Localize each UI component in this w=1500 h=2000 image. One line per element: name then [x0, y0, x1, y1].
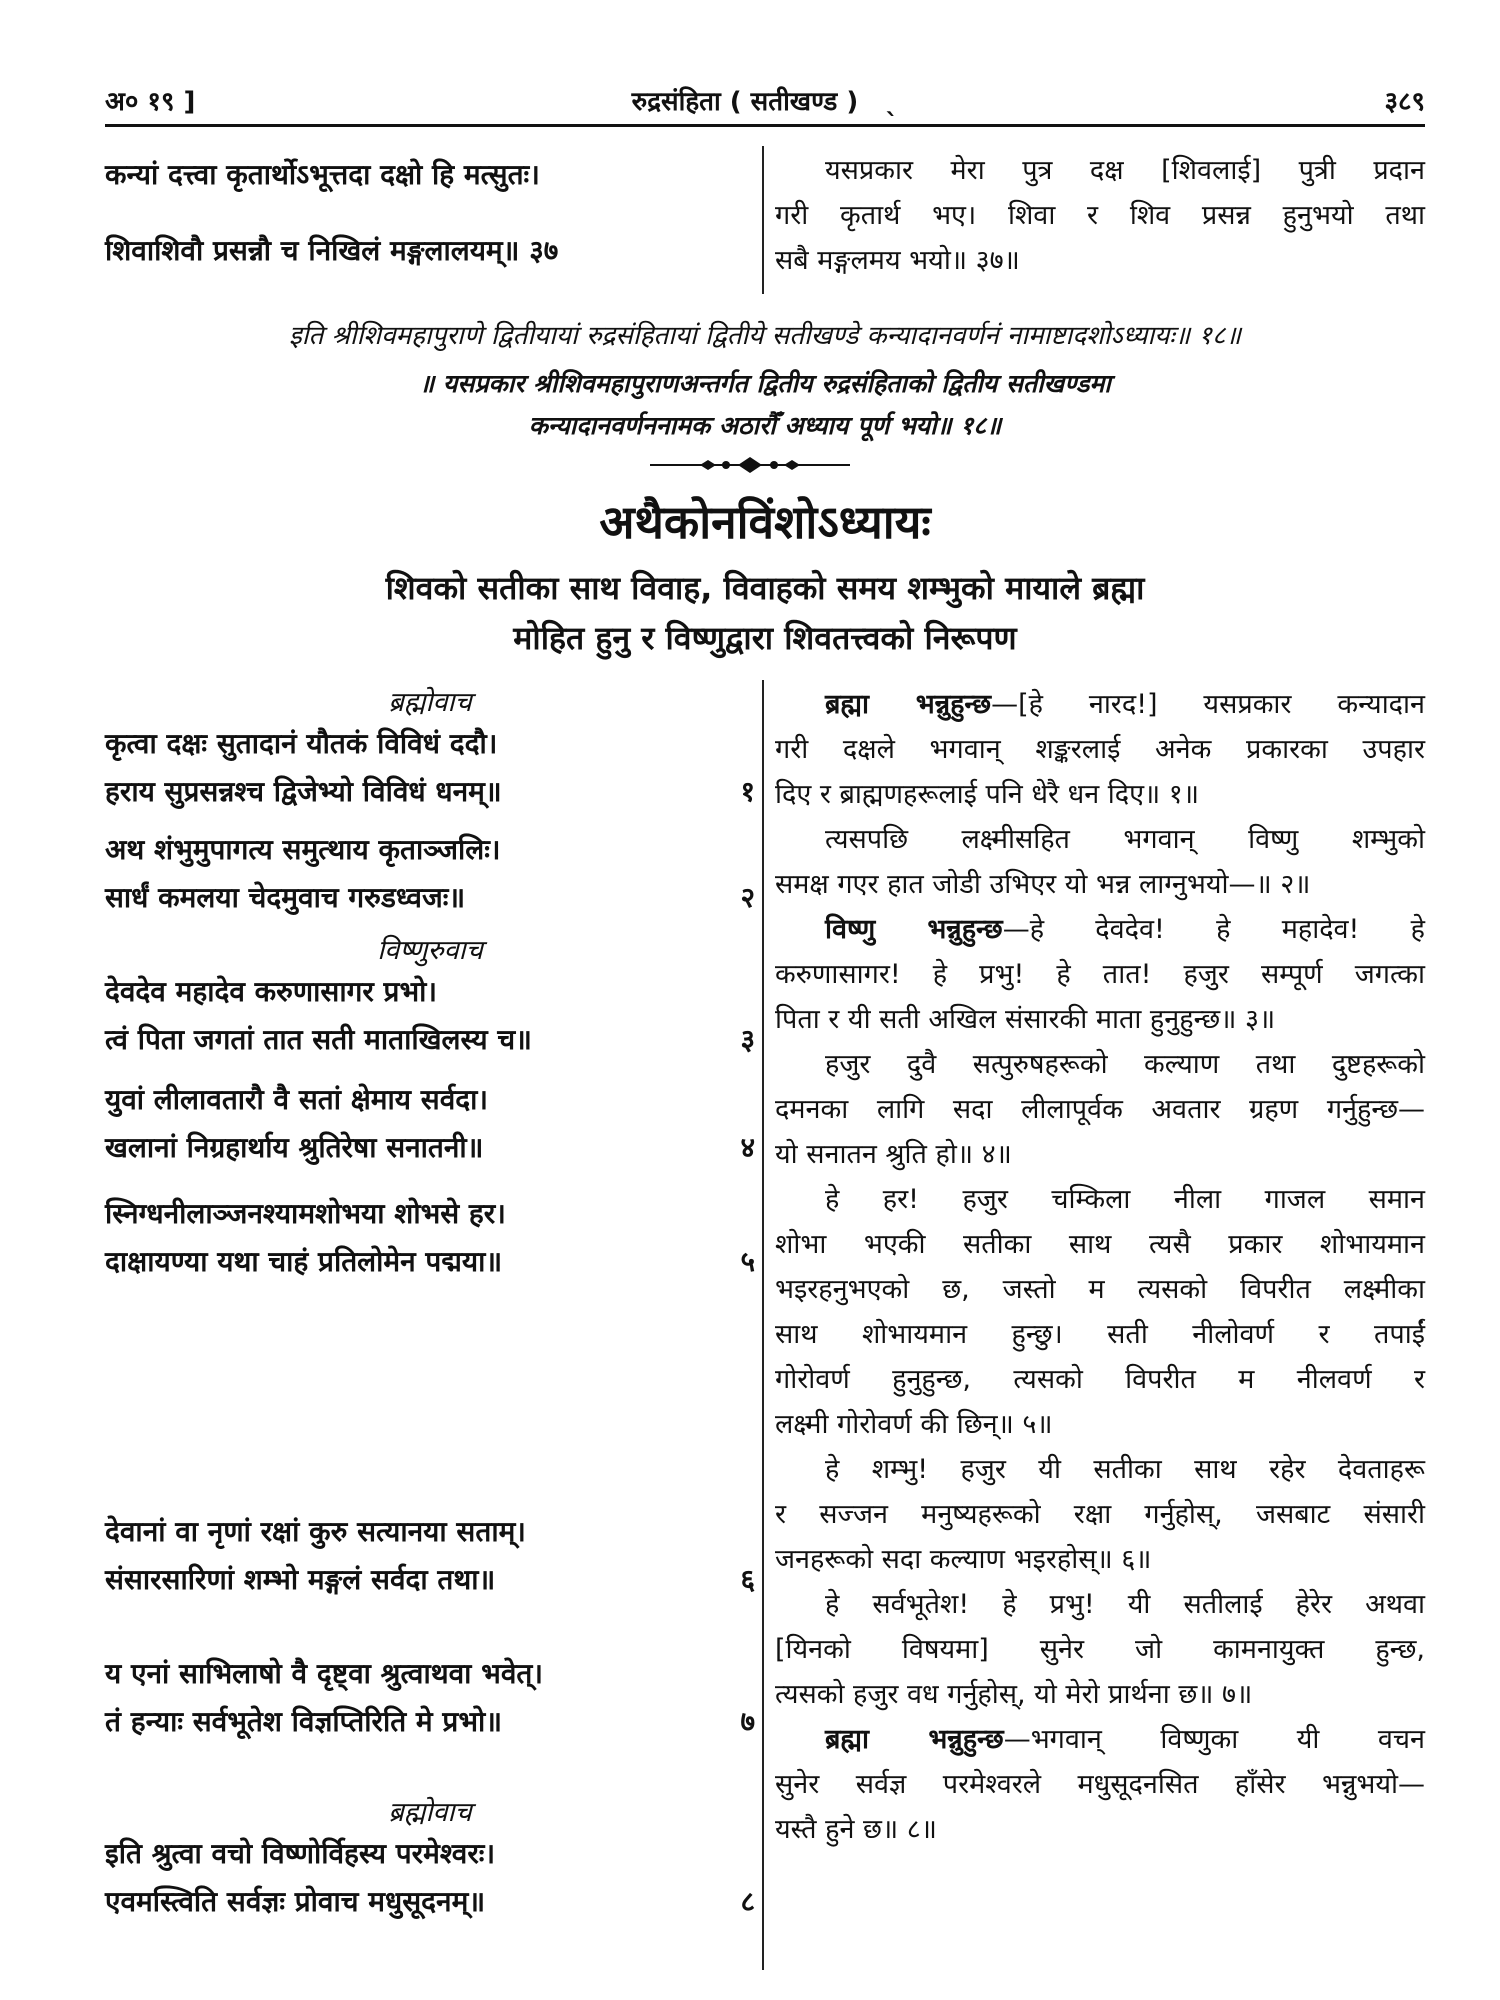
verse-line: देवानां वा नृणां रक्षां कुरु सत्यानया सताम्।	[105, 1515, 526, 1548]
header-mark: ˎ	[885, 87, 899, 117]
verse-number: ७	[740, 1705, 755, 1738]
verse-line: त्वं पिता जगतां तात सती माताखिलस्य च॥	[105, 1023, 532, 1056]
translation-line: दिए र ब्राह्मणहरूलाई पनि धेरै धन दिए॥ १॥	[775, 779, 1200, 810]
translation-para-5	[775, 1177, 1425, 1447]
verse-line: संसारसारिणां शम्भो मङ्गलं सर्वदा तथा॥	[105, 1563, 496, 1596]
translation-line: समक्ष गएर हात जोडी उभिएर यो भन्न लाग्नुभयो—॥ २॥	[775, 869, 1311, 900]
translation-line: साथ शोभायमान हुन्छु। सती नीलोवर्ण र तपाईं	[775, 1319, 1425, 1350]
translation-line: शोभा भएकी सतीका साथ त्यसै प्रकार शोभायमान	[775, 1229, 1425, 1260]
translation-para-7	[775, 1582, 1425, 1717]
speaker-label-brahma: ब्रह्मोवाच	[388, 687, 472, 718]
translation-line: गोरोवर्ण हुनुहुन्छ, त्यसको विपरीत म नीलवर्ण र	[775, 1364, 1425, 1395]
verse-line: देवदेव महादेव करुणासागर प्रभो।	[105, 975, 438, 1008]
chapter-subtitle-2: मोहित हुनु र विष्णुद्वारा शिवतत्त्वको निरूपण	[513, 619, 1017, 657]
column-divider-top	[762, 146, 764, 294]
column-divider-main	[762, 680, 764, 1970]
verse-1	[105, 720, 755, 816]
verse-line: खलानां निग्रहार्थाय श्रुतिरेषा सनातनी॥	[105, 1131, 484, 1164]
translation-line: लक्ष्मी गोरोवर्ण की छिन्॥ ५॥	[775, 1409, 1053, 1440]
translation-line: त्यसपछि लक्ष्मीसहित भगवान् विष्णु शम्भुको	[825, 824, 1425, 855]
speaker-vishnu: विष्णु भन्नुहुन्छ	[825, 914, 1003, 945]
verse-2	[105, 826, 755, 922]
verse-line: एवमस्त्विति सर्वज्ञः प्रोवाच मधुसूदनम्॥	[105, 1885, 486, 1918]
translation-line: भइरहनुभएको छ, जस्तो म त्यसको विपरीत लक्ष्मीका	[775, 1274, 1425, 1305]
translation-text: —[हे नारद!] यसप्रकार कन्यादान	[991, 689, 1425, 720]
colophon-nepali-1: ॥ यसप्रकार श्रीशिवमहापुराणअन्तर्गत द्वितीय रुद्रसंहिताको द्वितीय सतीखण्डमा	[419, 369, 1111, 398]
translation-line: सबै मङ्गलमय भयो॥ ३७॥	[775, 245, 1020, 276]
verse-3	[105, 968, 755, 1064]
translation-line: हे सर्वभूतेश! हे प्रभु! यी सतीलाई हेरेर अथवा	[825, 1589, 1425, 1620]
page-number: ३८९	[1384, 87, 1425, 117]
speaker-brahma: ब्रह्मा भन्नुहुन्छ	[825, 1724, 1004, 1755]
verse-number: ६	[740, 1563, 755, 1596]
translation-para-6	[775, 1447, 1425, 1582]
translation-line: पिता र यी सती अखिल संसारकी माता हुनुहुन्छ॥ ३॥	[775, 1004, 1276, 1035]
header-rule	[105, 124, 1425, 127]
verse-number: ५	[740, 1245, 755, 1278]
verse-line: हराय सुप्रसन्नश्च द्विजेभ्यो विविधं धनम्॥	[105, 775, 502, 808]
translation-line: हे शम्भु! हजुर यी सतीका साथ रहेर देवताहरू	[825, 1454, 1425, 1485]
translation-para-4	[775, 1042, 1425, 1177]
speaker-brahma: ब्रह्मा भन्नुहुन्छ	[825, 689, 992, 720]
translation-line: जनहरूको सदा कल्याण भइरहोस्॥ ६॥	[775, 1544, 1152, 1575]
verse-number: ८	[740, 1885, 755, 1918]
verse-7	[105, 1650, 755, 1746]
chapter-ref: अ० १९ ]	[105, 87, 196, 117]
verse-number: ३	[740, 1023, 755, 1056]
verse-line: युवां लीलावतारौ वै सतां क्षेमाय सर्वदा।	[105, 1083, 489, 1116]
section-title	[105, 82, 1425, 118]
verse-line: अथ शंभुमुपागत्य समुत्थाय कृताञ्जलिः।	[105, 833, 501, 866]
verse-4	[105, 1076, 755, 1172]
chapter-title: अथैकोनविंशोऽध्यायः	[599, 495, 931, 549]
verse-text: शिवाशिवौ प्रसन्नौ च निखिलं मङ्गलालयम्॥ ३७	[105, 234, 559, 267]
translation-para-1	[775, 682, 1425, 817]
translation-line: गरी कृतार्थ भए। शिवा र शिव प्रसन्न हुनुभयो तथा	[775, 200, 1425, 231]
verse-line: दाक्षायण्या यथा चाहं प्रतिलोमेन पद्मया॥	[105, 1245, 503, 1278]
translation-line: सुनेर सर्वज्ञ परमेश्वरले मधुसूदनसित हाँसेर भन्नुभयो—	[775, 1769, 1425, 1800]
verse-number: ४	[740, 1131, 755, 1164]
verse-line: य एनां साभिलाषो वै दृष्ट्वा श्रुत्वाथवा भवेत्।	[105, 1657, 544, 1690]
translation-line: र सज्जन मनुष्यहरूको रक्षा गर्नुहोस्, जसबाट संसारी	[775, 1499, 1425, 1530]
translation-line: दमनका लागि सदा लीलापूर्वक अवतार ग्रहण गर्नुहुन्छ—	[775, 1094, 1425, 1125]
translation-text: —भगवान् विष्णुका यी वचन	[1003, 1724, 1425, 1755]
verse-line	[105, 150, 755, 200]
translation-para-3	[775, 907, 1425, 1042]
running-header	[105, 78, 1425, 126]
translation-line: हे हर! हजुर चम्किला नीला गाजल समान	[825, 1184, 1425, 1215]
verse-line: कृत्वा दक्षः सुतादानं यौतकं विविधं ददौ।	[105, 727, 498, 760]
verse-line: सार्धं कमलया चेदमुवाच गरुडध्वजः॥	[105, 881, 466, 914]
translation-line: त्यसको हजुर वध गर्नुहोस्, यो मेरो प्रार्थना छ॥ ७॥	[775, 1679, 1253, 1710]
translation-line: हजुर दुवै सत्पुरुषहरूको कल्याण तथा दुष्टहरूको	[825, 1049, 1425, 1080]
translation-line: करुणासागर! हे प्रभु! हे तात! हजुर सम्पूर्ण जगत्का	[775, 959, 1425, 990]
verse-6	[105, 1508, 755, 1604]
translation-text: —हे देवदेव! हे महादेव! हे	[1002, 914, 1425, 945]
colophon-nepali-2: कन्यादानवर्णननामक अठारौँ अध्याय पूर्ण भयो॥ १८॥	[528, 411, 1002, 440]
verse-line	[105, 226, 755, 276]
verse-5	[105, 1190, 755, 1286]
speaker-label-brahma-2: ब्रह्मोवाच	[388, 1797, 472, 1828]
translation-line: गरी दक्षले भगवान् शङ्करलाई अनेक प्रकारका उपहार	[775, 734, 1425, 765]
verse-37-sanskrit	[105, 150, 755, 276]
translation-para-2	[775, 817, 1425, 907]
translation-line: यसप्रकार मेरा पुत्र दक्ष [शिवलाई] पुत्री प्रदान	[825, 155, 1425, 186]
section-title-text: रुद्रसंहिता ( सतीखण्ड )	[631, 87, 859, 117]
verse-line: तं हन्याः सर्वभूतेश विज्ञप्तिरिति मे प्रभो॥	[105, 1705, 503, 1738]
translation-line: [यिनको विषयमा] सुनेर जो कामनायुक्त हुन्छ,	[775, 1634, 1425, 1665]
translation-line: यो सनातन श्रुति हो॥ ४॥	[775, 1139, 1012, 1170]
translation-para-8	[775, 1717, 1425, 1852]
verse-text: कन्यां दत्त्वा कृतार्थोऽभूत्तदा दक्षो हि मत्सुतः।	[105, 158, 540, 191]
divider-ornament-icon	[650, 455, 850, 475]
verse-8	[105, 1830, 755, 1926]
verse-37-translation	[775, 148, 1425, 283]
verse-number: १	[740, 775, 755, 808]
translation-column	[775, 682, 1425, 1852]
verse-line: इति श्रुत्वा वचो विष्णोर्विहस्य परमेश्वरः।	[105, 1837, 496, 1870]
speaker-label-vishnu: विष्णुरुवाच	[377, 935, 483, 966]
verse-line: स्निग्धनीलाञ्जनश्यामशोभया शोभसे हर।	[105, 1197, 506, 1230]
chapter-subtitle-1: शिवको सतीका साथ विवाह, विवाहको समय शम्भुको मायाले ब्रह्मा	[385, 569, 1145, 607]
translation-line: यस्तै हुने छ॥ ८॥	[775, 1814, 937, 1845]
verse-number: २	[740, 881, 755, 914]
colophon-sanskrit: इति श्रीशिवमहापुराणे द्वितीयायां रुद्रसंहितायां द्वितीये सतीखण्डे कन्यादानवर्णनं नामाष्टादशोऽध्यायः॥ १८॥	[288, 321, 1242, 351]
